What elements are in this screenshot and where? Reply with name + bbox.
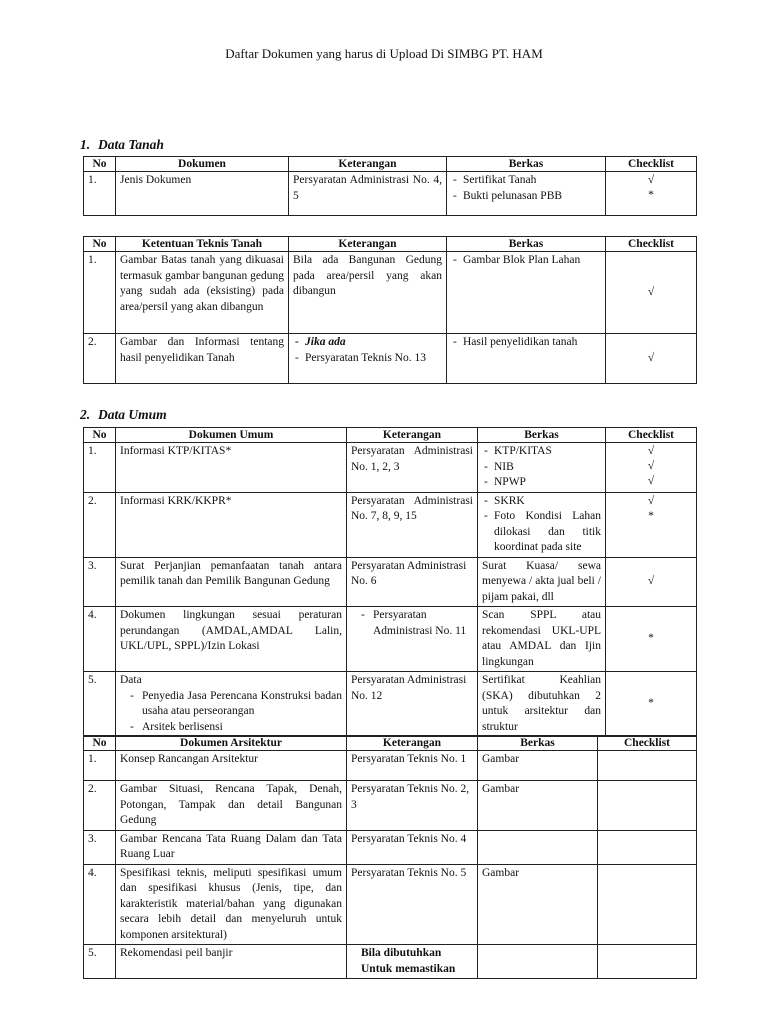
keterangan-cell [347,607,478,672]
keterangan-cell: Persyaratan Teknis No. 4 [347,830,478,864]
table-row [84,557,697,607]
table-row [84,830,697,864]
checklist-cell: √ [606,557,697,607]
berkas-item: - Hasil penyelidikan tanah [451,335,601,351]
col-header-no: No [84,736,116,751]
row-number: 3. [84,557,116,607]
berkas-cell: Sertifikat Keahlian (SKA) dibutuhkan 2 untuk arsitektur dan struktur [478,672,606,737]
checklist-cell [598,945,697,979]
table-data-umum [83,427,697,737]
document-cell [116,672,347,737]
keterangan-cell: Persyaratan Teknis No. 2, 3 [347,781,478,831]
col-header-dokumen-arsitektur: Dokumen Arsitektur [116,736,347,751]
table-row [84,492,697,557]
col-header-berkas: Berkas [447,157,606,172]
document-cell: Gambar Batas tanah yang dikuasai termasuk gambar bangunan gedung yang sudah ada (eksisting) pada area/persil yang akan dibangun [116,252,289,334]
row-number: 3. [84,830,116,864]
row-number: 1. [84,252,116,334]
col-header-keterangan: Keterangan [347,736,478,751]
check-mark: √ [647,174,655,186]
table-data-tanah [83,156,697,216]
col-header-keterangan: Keterangan [289,237,447,252]
berkas-item: - Foto Kondisi Lahan dilokasi dan titik koordinat pada site [482,509,601,556]
col-header-dokumen: Dokumen [116,157,289,172]
row-number: 4. [84,864,116,945]
table-dokumen-arsitektur [83,735,697,979]
keterangan-item: - Persyaratan Administrasi No. 11 [351,608,473,639]
checklist-cell [606,443,697,493]
document-cell: Informasi KTP/KITAS* [116,443,347,493]
keterangan-cell: Persyaratan Administrasi No. 1, 2, 3 [347,443,478,493]
table-row [84,672,697,737]
col-header-checklist: Checklist [606,428,697,443]
row-number: 2. [84,492,116,557]
table-row [84,945,697,979]
berkas-item: - NIB [482,460,601,476]
table-row [84,751,697,781]
table-row [84,864,697,945]
document-item: - Penyedia Jasa Perencana Konstruksi badan usaha atau perseorangan [120,689,342,720]
table-header-row [84,428,697,443]
berkas-cell: Gambar [478,864,598,945]
checklist-cell [598,864,697,945]
check-mark: * [648,509,654,522]
document-label: Data [120,674,142,686]
checklist-cell [606,492,697,557]
document-title: Daftar Dokumen yang harus di Upload Di SIMBG PT. HAM [225,46,543,61]
document-cell: Dokumen lingkungan sesuai peraturan perundangan (AMDAL,AMDAL Lalin, UKL/UPL, SPPL)/Izin Lokasi [116,607,347,672]
col-header-no: No [84,237,116,252]
keterangan-cell: Persyaratan Teknis No. 1 [347,751,478,781]
document-cell: Gambar dan Informasi tentang hasil penyelidikan Tanah [116,334,289,384]
berkas-item: - KTP/KITAS [482,444,601,460]
berkas-cell [478,443,606,493]
checklist-cell: √ [606,334,697,384]
keterangan-cell: Bila dibutuhkan Untuk memastikan [347,945,478,979]
col-header-keterangan: Keterangan [347,428,478,443]
berkas-cell [478,492,606,557]
col-header-ketentuan: Ketentuan Teknis Tanah [116,237,289,252]
col-header-berkas: Berkas [478,736,598,751]
keterangan-item: - Jika ada [293,335,442,351]
berkas-cell: Gambar [478,751,598,781]
berkas-cell [447,252,606,334]
document-cell: Rekomendasi peil banjir [116,945,347,979]
table-header-row [84,157,697,172]
keterangan-item: - Persyaratan Teknis No. 13 [293,351,442,367]
keterangan-cell: Persyaratan Administrasi No. 6 [347,557,478,607]
berkas-item: - SKRK [482,494,601,510]
table-row [84,334,697,384]
berkas-item: - Gambar Blok Plan Lahan [451,253,601,269]
col-header-checklist: Checklist [606,157,697,172]
checklist-cell [598,781,697,831]
row-number: 2. [84,781,116,831]
row-number: 5. [84,945,116,979]
table-row [84,443,697,493]
row-number: 1. [84,443,116,493]
checklist-cell [598,830,697,864]
checklist-cell: √ [606,252,697,334]
checklist-cell [598,751,697,781]
checklist-cell: * [606,607,697,672]
document-item: - Arsitek berlisensi [120,720,342,736]
check-mark: √ [647,494,655,507]
keterangan-cell [289,334,447,384]
col-header-no: No [84,157,116,172]
document-cell: Konsep Rancangan Arsitektur [116,751,347,781]
keterangan-cell: Persyaratan Teknis No. 5 [347,864,478,945]
row-number: 4. [84,607,116,672]
berkas-item: - Sertifikat Tanah [451,173,601,189]
berkas-cell [478,945,598,979]
col-header-dokumen-umum: Dokumen Umum [116,428,347,443]
col-header-checklist: Checklist [606,237,697,252]
document-cell: Gambar Situasi, Rencana Tapak, Denah, Potongan, Tampak dan detail Bangunan Gedung [116,781,347,831]
table-header-row [84,237,697,252]
section-heading-data-tanah: 1. Data Tanah [80,137,164,152]
check-mark: √ [647,475,655,487]
document-cell: Surat Perjanjian pemanfaatan tanah antara pemilik tanah dan Pemilik Bangunan Gedung [116,557,347,607]
berkas-cell: Scan SPPL atau rekomendasi UKL-UPL atau AMDAL dan Ijin lingkungan [478,607,606,672]
table-ketentuan-teknis-tanah [83,236,697,384]
keterangan-cell: Bila ada Bangunan Gedung pada area/persil yang akan dibangun [289,252,447,334]
berkas-item: - Bukti pelunasan PBB [451,189,601,205]
keterangan-cell: Persyaratan Administrasi No. 4, 5 [289,172,447,216]
table-row [84,607,697,672]
document-cell: Informasi KRK/KKPR* [116,492,347,557]
keterangan-cell: Persyaratan Administrasi No. 7, 8, 9, 15 [347,492,478,557]
checklist-cell [606,172,697,216]
row-number: 5. [84,672,116,737]
berkas-cell [478,830,598,864]
check-mark: * [648,189,654,201]
table-row [84,172,697,216]
check-mark: √ [647,460,655,472]
col-header-keterangan: Keterangan [289,157,447,172]
row-number: 2. [84,334,116,384]
table-row [84,781,697,831]
checklist-cell: * [606,672,697,737]
row-number: 1. [84,751,116,781]
col-header-berkas: Berkas [478,428,606,443]
col-header-berkas: Berkas [447,237,606,252]
section-heading-data-umum: 2. Data Umum [80,407,167,422]
check-mark: √ [647,445,655,457]
berkas-cell: Gambar [478,781,598,831]
document-cell: Gambar Rencana Tata Ruang Dalam dan Tata Ruang Luar [116,830,347,864]
berkas-cell: Surat Kuasa/ sewa menyewa / akta jual beli / pijam pakai, dll [478,557,606,607]
table-header-row [84,736,697,751]
col-header-checklist: Checklist [598,736,697,751]
berkas-item: - NPWP [482,475,601,491]
col-header-no: No [84,428,116,443]
keterangan-cell: Persyaratan Administrasi No. 12 [347,672,478,737]
document-cell: Jenis Dokumen [116,172,289,216]
berkas-cell [447,334,606,384]
berkas-cell [447,172,606,216]
document-cell: Spesifikasi teknis, meliputi spesifikasi umum dan spesifikasi khusus (Jenis, tipe, dan karakteristik material/bahan yang digunakan secara lebih detail dan menyeluruh untuk komponen arsitektural) [116,864,347,945]
table-row [84,252,697,334]
row-number: 1. [84,172,116,216]
